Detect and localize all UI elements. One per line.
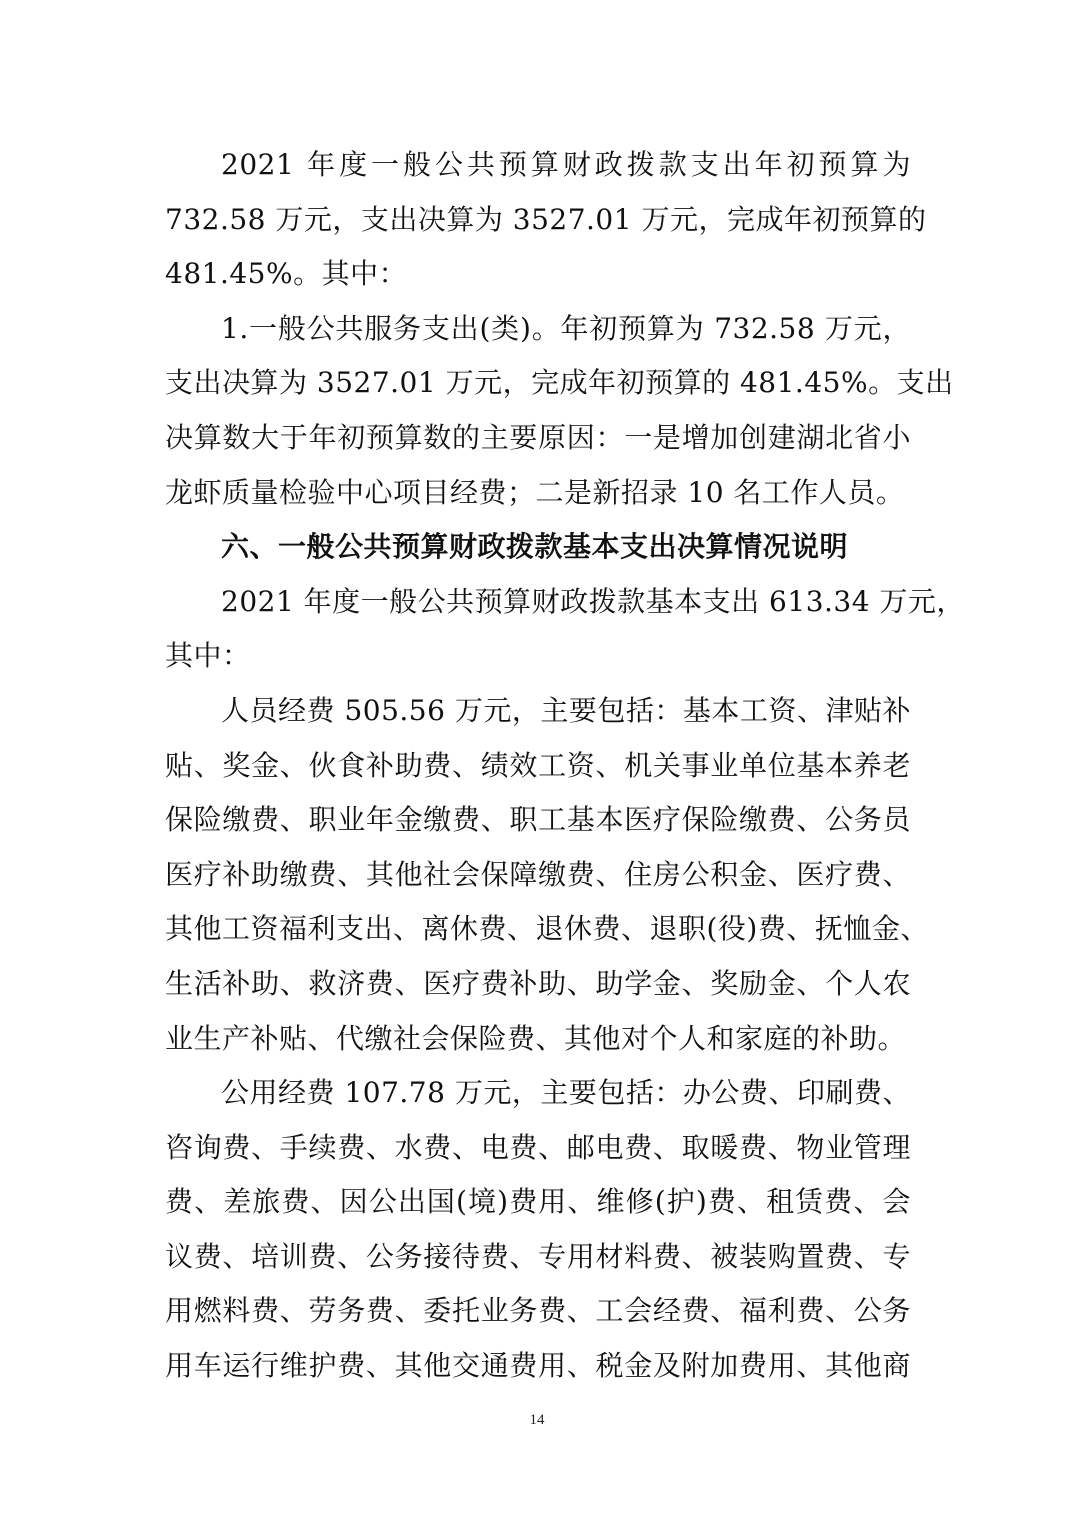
text-line: 其他工资福利支出、离休费、退休费、退职(役)费、抚恤金、 — [165, 912, 929, 946]
text-line: 保险缴费、职业年金缴费、职工基本医疗保险缴费、公务员 — [165, 803, 911, 837]
text-line: 公用经费 107.78 万元，主要包括：办公费、印刷费、 — [221, 1076, 911, 1110]
text-line: 医疗补助缴费、其他社会保障缴费、住房公积金、医疗费、 — [165, 857, 911, 891]
text-line: 支出决算为 3527.01 万元，完成年初预算的 481.45%。支出 — [165, 366, 954, 400]
document-body — [165, 138, 965, 1394]
text-line: 1.一般公共服务支出(类)。年初预算为 732.58 万元， — [221, 311, 911, 345]
text-line: 人员经费 505.56 万元，主要包括：基本工资、津贴补 — [221, 693, 911, 727]
text-line: 其中： — [165, 639, 251, 673]
text-line: 决算数大于年初预算数的主要原因：一是增加创建湖北省小 — [165, 420, 911, 454]
text-line: 732.58 万元，支出决算为 3527.01 万元，完成年初预算的 — [165, 202, 927, 236]
text-line: 用燃料费、劳务费、委托业务费、工会经费、福利费、公务 — [165, 1294, 911, 1328]
text-line: 481.45%。其中： — [165, 257, 408, 291]
text-line: 2021 年度一般公共预算财政拨款基本支出 613.34 万元， — [221, 584, 965, 618]
text-line: 2021 年度一般公共预算财政拨款支出年初预算为 — [221, 148, 911, 181]
text-line: 咨询费、手续费、水费、电费、邮电费、取暖费、物业管理 — [165, 1130, 911, 1164]
text-line: 用车运行维护费、其他交通费用、税金及附加费用、其他商 — [165, 1349, 911, 1383]
text-line: 龙虾质量检验中心项目经费；二是新招录 10 名工作人员。 — [165, 475, 905, 509]
text-line: 业生产补贴、代缴社会保险费、其他对个人和家庭的补助。 — [165, 1021, 907, 1055]
text-line: 生活补助、救济费、医疗费补助、助学金、奖励金、个人农 — [165, 966, 911, 1000]
text-line: 议费、培训费、公务接待费、专用材料费、被装购置费、专 — [165, 1239, 911, 1273]
section-heading: 六、一般公共预算财政拨款基本支出决算情况说明 — [221, 530, 849, 564]
text-line: 贴、奖金、伙食补助费、绩效工资、机关事业单位基本养老 — [165, 748, 911, 782]
text-line: 费、差旅费、因公出国(境)费用、维修(护)费、租赁费、会 — [165, 1185, 911, 1219]
page-number: 14 — [529, 1412, 545, 1428]
